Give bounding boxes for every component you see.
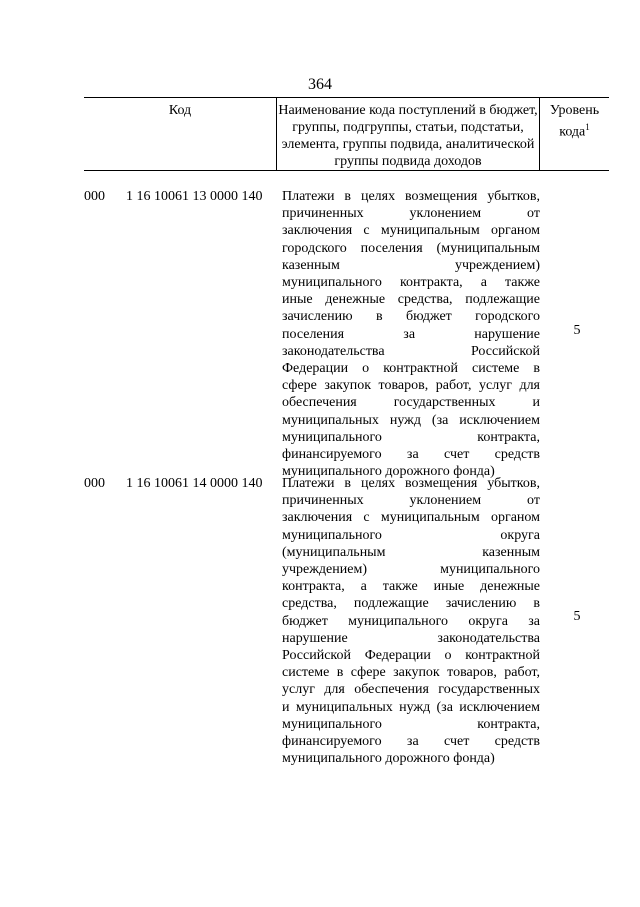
description-line: причиненных уклонением от — [282, 493, 540, 509]
description-line: муниципального контракта, — [282, 716, 540, 732]
description-line: (муниципальным казенным — [282, 544, 540, 560]
description-line: поселения за нарушение — [282, 326, 540, 342]
description-line: заключения с муниципальным органом — [282, 510, 540, 526]
header-code-label: Код — [168, 103, 192, 118]
description-line: сфере закупок товаров, работ, услуг для — [282, 378, 540, 394]
row-prefix: 000 — [84, 189, 105, 204]
description-line: муниципального дорожного фонда) — [282, 751, 495, 767]
description-line: учреждением) муниципального — [282, 562, 540, 578]
table-header — [84, 97, 609, 171]
row-code: 1 16 10061 13 0000 140 — [126, 189, 263, 204]
row-level: 5 — [573, 323, 581, 338]
description-line: муниципального контракта, а также — [282, 275, 540, 291]
description-line: муниципального округа — [282, 527, 540, 543]
description-line: финансируемого за счет средств — [282, 734, 540, 750]
header-name-label: Наименование кода поступлений в бюджет, группы, подгруппы, статьи, подстатьи, элемента, группы подвида, аналитической группы подвида доходов — [278, 103, 538, 169]
description-line: Российской Федерации о контрактной — [282, 648, 540, 664]
description-line: Платежи в целях возмещения убытков, — [282, 476, 540, 491]
description-line: заключения с муниципальным органом — [282, 223, 540, 239]
description-line: системе в сфере закупок товаров, работ, — [282, 665, 540, 681]
description-line: законодательства Российской — [282, 343, 540, 359]
description-line: обеспечения государственных и — [282, 395, 540, 411]
row-description — [282, 475, 540, 767]
row-level: 5 — [573, 609, 581, 624]
description-line: средства, подлежащие зачислению в — [282, 596, 540, 612]
description-line: Федерации о контрактной системе в — [282, 361, 540, 377]
description-line: Платежи в целях возмещения убытков, — [282, 189, 540, 204]
description-line: муниципального контракта, — [282, 429, 540, 445]
header-code — [84, 98, 276, 170]
description-line: зачислению в бюджет городского — [282, 309, 540, 325]
row-code: 1 16 10061 14 0000 140 — [126, 476, 263, 491]
description-line: муниципального дорожного фонда) — [282, 464, 495, 480]
description-line: бюджет муниципального округа за — [282, 613, 540, 629]
row-prefix: 000 — [84, 476, 105, 491]
header-level — [540, 98, 609, 170]
row-description — [282, 188, 540, 480]
description-line: нарушение законодательства — [282, 630, 540, 646]
header-level-footnote: 1 — [585, 122, 590, 132]
description-line: муниципальных нужд (за исключением — [282, 412, 540, 428]
description-line: городского поселения (муниципальным — [282, 240, 540, 256]
description-line: причиненных уклонением от — [282, 206, 540, 222]
page-number: 364 — [308, 76, 332, 93]
description-line: услуг для обеспечения государственных — [282, 682, 540, 698]
description-line: и муниципальных нужд (за исключением — [282, 699, 540, 715]
description-line: казенным учреждением) — [282, 257, 540, 273]
description-line: финансируемого за счет средств — [282, 447, 540, 463]
header-name — [276, 98, 540, 170]
description-line: иные денежные средства, подлежащие — [282, 292, 540, 308]
header-level-label: Уровень кода — [549, 103, 600, 140]
description-line: контракта, а также иные денежные — [282, 579, 540, 595]
